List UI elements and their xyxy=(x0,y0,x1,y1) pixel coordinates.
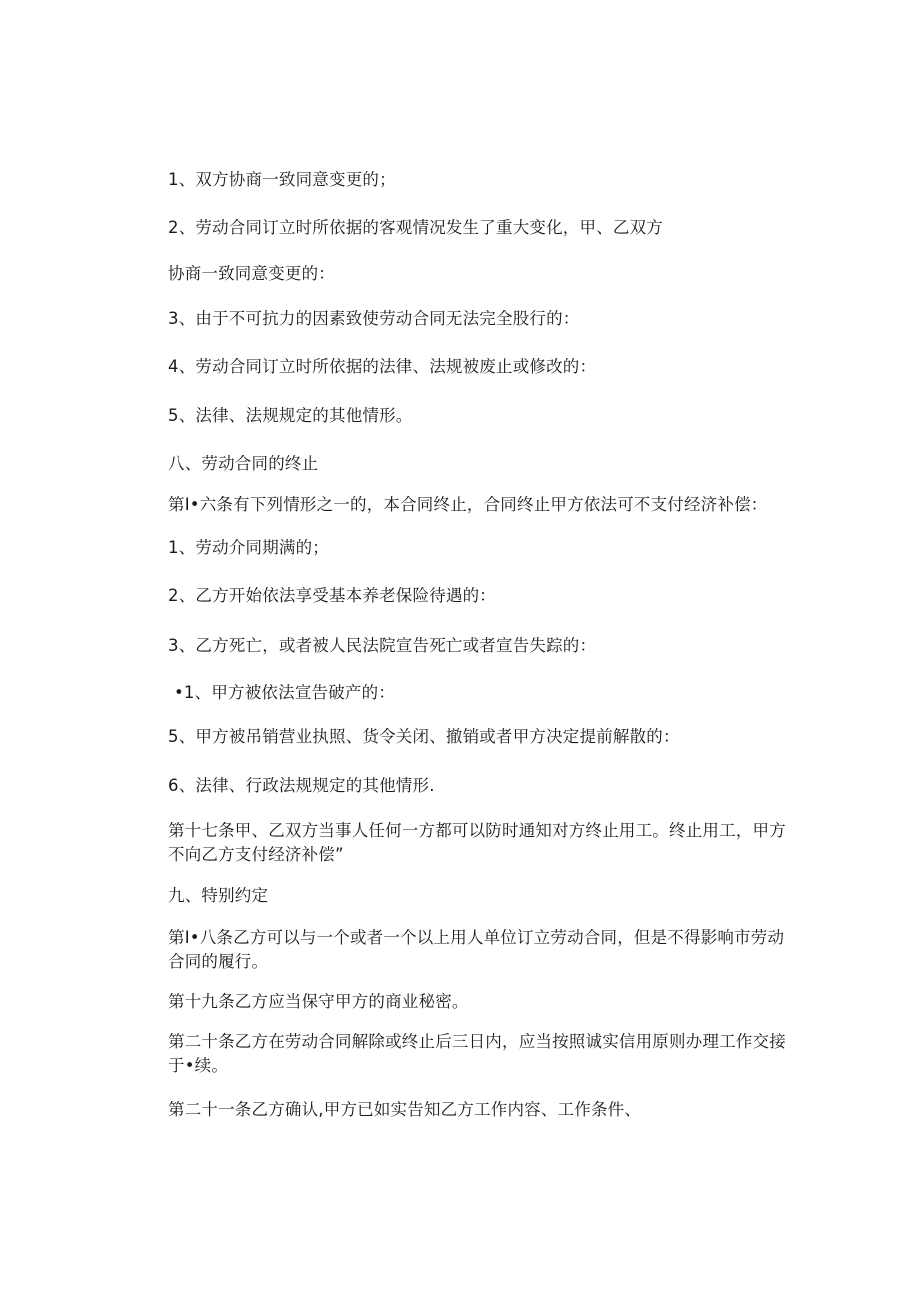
clause-item-2-continued: 协商一致同意变更的： xyxy=(168,264,335,283)
article-21: 第二十一条乙方确认,甲方已如实告知乙方工作内容、工作条件、 xyxy=(168,1100,642,1119)
termination-item-6: 6、法律、行政法规规定的其他情形. xyxy=(168,776,435,795)
article-16: 第I•六条有下列情形之一的，本合同终止，合同终止甲方依法可不支付经济补偿： xyxy=(168,495,768,514)
article-18: 第I•八条乙方可以与一个或者一个以上用人单位订立劳动合同，但是不得影响市劳动合同的履行。 xyxy=(168,928,785,971)
article-20: 第二十条乙方在劳动合同解除或终止后三日内，应当按照诚实信用原则办理工作交接于•续。 xyxy=(168,1032,786,1075)
section-heading-special-terms: 九、特别约定 xyxy=(168,886,269,905)
clause-item-4: 4、劳动合同订立时所依据的法律、法规被废止或修改的： xyxy=(168,357,597,376)
termination-item-4: •1、甲方被依法宣告破产的： xyxy=(174,683,396,702)
clause-item-3: 3、由于不可抗力的因素致使劳动合同无法完全股行的： xyxy=(168,309,580,328)
article-19: 第十九条乙方应当保守甲方的商业秘密。 xyxy=(168,992,469,1011)
termination-item-2: 2、乙方开始依法享受基本养老保险待遇的： xyxy=(168,586,496,605)
termination-item-5: 5、甲方被吊销营业执照、货令关闭、撤销或者甲方决定提前解散的： xyxy=(168,727,680,746)
clause-item-1: 1、双方协商一致同意变更的； xyxy=(168,170,396,189)
section-heading-termination: 八、劳动合同的终止 xyxy=(168,454,319,473)
termination-item-3: 3、乙方死亡，或者被人民法院宣告死亡或者宣告失踪的： xyxy=(168,636,597,655)
clause-item-5: 5、法律、法规规定的其他情形。 xyxy=(168,406,413,425)
article-17: 第十七条甲、乙双方当事人任何一方都可以防时通知对方终止用工。终止用工，甲方不向乙方支付经济补偿” xyxy=(168,821,786,864)
clause-item-2: 2、劳动合同订立时所依据的客观情况发生了重大变化，甲、乙双方 xyxy=(168,218,663,237)
termination-item-1: 1、劳动介同期满的； xyxy=(168,538,329,557)
